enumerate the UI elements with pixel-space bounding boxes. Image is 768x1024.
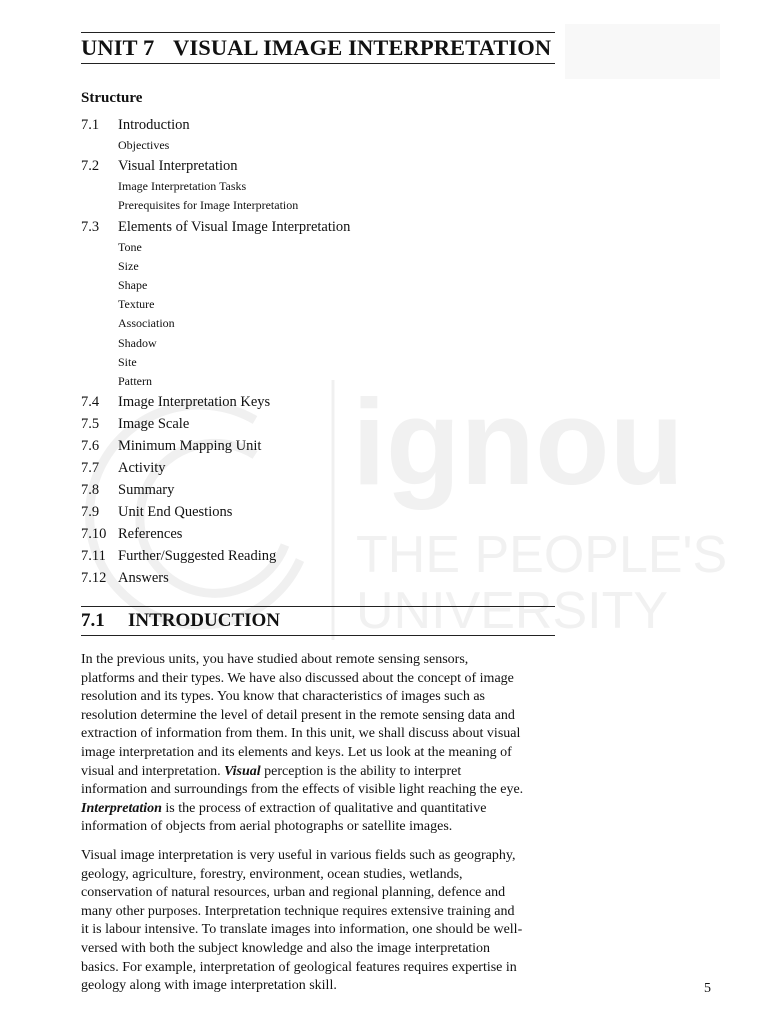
toc-item bbox=[81, 545, 555, 567]
toc-subitem: Image Interpretation Tasks bbox=[118, 179, 247, 194]
toc-item-number: 7.10 bbox=[81, 526, 107, 543]
toc-item bbox=[81, 435, 555, 457]
watermark-line2: UNIVERSITY bbox=[356, 582, 669, 640]
paragraph-line: image interpretation and its elements and keys. Let us look at the meaning of bbox=[81, 744, 512, 760]
toc-item-number: 7.1 bbox=[81, 117, 100, 133]
toc-item bbox=[81, 155, 555, 177]
paragraph-line: resolution determine the level of detail present in the remote sensing data and bbox=[81, 707, 515, 723]
toc-item-title: Introduction bbox=[118, 117, 190, 133]
toc-item-title: Summary bbox=[118, 482, 175, 499]
toc-item-title: Further/Suggested Reading bbox=[118, 548, 277, 565]
toc-item-title: Image Interpretation Keys bbox=[118, 394, 271, 411]
toc-subitem: Shape bbox=[118, 277, 148, 292]
table-of-contents bbox=[81, 114, 555, 589]
toc-subitem: Association bbox=[118, 316, 175, 331]
intro-paragraph-2 bbox=[81, 847, 555, 996]
toc-item bbox=[81, 457, 555, 479]
paragraph-line: geology, agriculture, forestry, environment, ocean studies, wetlands, bbox=[81, 866, 463, 882]
toc-item-title: Visual Interpretation bbox=[118, 158, 238, 175]
paragraph-line: information and surroundings from the effects of visible light reaching the eye. bbox=[81, 782, 524, 798]
toc-item-number: 7.3 bbox=[81, 218, 100, 235]
toc-item-title: Unit End Questions bbox=[118, 504, 233, 521]
toc-subitem: Size bbox=[118, 258, 139, 273]
text-run: is the process of extraction of qualitative and quantitative bbox=[161, 800, 487, 816]
toc-item-number: 7.5 bbox=[81, 416, 100, 433]
toc-item-title: Image Scale bbox=[118, 416, 190, 433]
paragraph-line: information of objects from aerial photographs or satellite images. bbox=[81, 819, 453, 835]
toc-subitem: Objectives bbox=[118, 138, 170, 152]
toc-item-number: 7.6 bbox=[81, 438, 100, 455]
toc-item-number: 7.4 bbox=[81, 394, 100, 411]
paragraph-line: versed with both the subject knowledge and also the image interpretation bbox=[81, 940, 490, 956]
header-logo-area bbox=[565, 24, 720, 79]
toc-item-number: 7.12 bbox=[81, 570, 107, 587]
toc-item bbox=[81, 523, 555, 545]
toc-subitem: Pattern bbox=[118, 373, 152, 388]
toc-item bbox=[81, 501, 555, 523]
text-run: visual and interpretation. bbox=[81, 763, 225, 779]
paragraph-line: In the previous units, you have studied about remote sensing sensors, bbox=[81, 652, 469, 667]
section-title: INTRODUCTION bbox=[128, 610, 281, 631]
toc-subitem: Shadow bbox=[118, 335, 157, 350]
paragraph-line: basics. For example, interpretation of geological features requires expertise in bbox=[81, 959, 517, 975]
page-number: 5 bbox=[704, 981, 711, 996]
emphasized-term: Interpretation bbox=[81, 800, 162, 816]
paragraph-line: conservation of natural resources, urban and regional planning, defence and bbox=[81, 885, 506, 901]
section-heading bbox=[81, 606, 555, 636]
toc-item-number: 7.11 bbox=[81, 548, 106, 565]
intro-paragraph-1 bbox=[81, 651, 555, 837]
paragraph-line: Visual image interpretation is very useful in various fields such as geography, bbox=[81, 848, 516, 863]
unit-number: UNIT 7 bbox=[81, 35, 155, 60]
toc-subitem: Site bbox=[118, 354, 137, 369]
paragraph-line: geology along with image interpretation skill. bbox=[81, 978, 337, 994]
structure-label: Structure bbox=[81, 90, 143, 106]
paragraph-line: extraction of information from them. In this unit, we shall discuss about visual bbox=[81, 726, 521, 742]
toc-item-title: Answers bbox=[118, 570, 169, 587]
paragraph-line: platforms and their types. We have also discussed about the concept of image bbox=[81, 670, 514, 686]
paragraph-line bbox=[81, 763, 555, 782]
toc-item-number: 7.2 bbox=[81, 158, 100, 175]
toc-item bbox=[81, 479, 555, 501]
toc-item-title: References bbox=[118, 526, 183, 543]
toc-item-title: Elements of Visual Image Interpretation bbox=[118, 218, 351, 235]
toc-item bbox=[81, 413, 555, 435]
watermark-word: ignou bbox=[352, 374, 684, 510]
toc-subitem: Tone bbox=[118, 239, 142, 254]
paragraph-line: many other purposes. Interpretation technique requires extensive training and bbox=[81, 903, 515, 919]
toc-item bbox=[81, 114, 555, 136]
paragraph-line: resolution and its types. You know that characteristics of images such as bbox=[81, 689, 485, 705]
toc-item bbox=[81, 391, 555, 413]
toc-item-title: Minimum Mapping Unit bbox=[118, 438, 262, 455]
emphasized-term: Visual bbox=[224, 763, 261, 779]
paragraph-line bbox=[81, 800, 555, 819]
watermark-line1: THE PEOPLE'S bbox=[356, 526, 728, 584]
unit-title: VISUAL IMAGE INTERPRETATION bbox=[173, 35, 552, 60]
section-number: 7.1 bbox=[81, 610, 105, 631]
paragraph-line: it is labour intensive. To translate images into information, one should be well- bbox=[81, 922, 523, 938]
toc-subitem: Texture bbox=[118, 297, 155, 312]
toc-item-number: 7.9 bbox=[81, 504, 100, 521]
toc-item bbox=[81, 216, 555, 238]
toc-item-number: 7.8 bbox=[81, 482, 100, 499]
unit-heading bbox=[81, 32, 555, 64]
toc-item-number: 7.7 bbox=[81, 460, 100, 477]
toc-item-title: Activity bbox=[118, 460, 166, 477]
text-run: perception is the ability to interpret bbox=[260, 763, 462, 779]
toc-item bbox=[81, 567, 555, 589]
toc-subitem: Prerequisites for Image Interpretation bbox=[118, 198, 299, 213]
